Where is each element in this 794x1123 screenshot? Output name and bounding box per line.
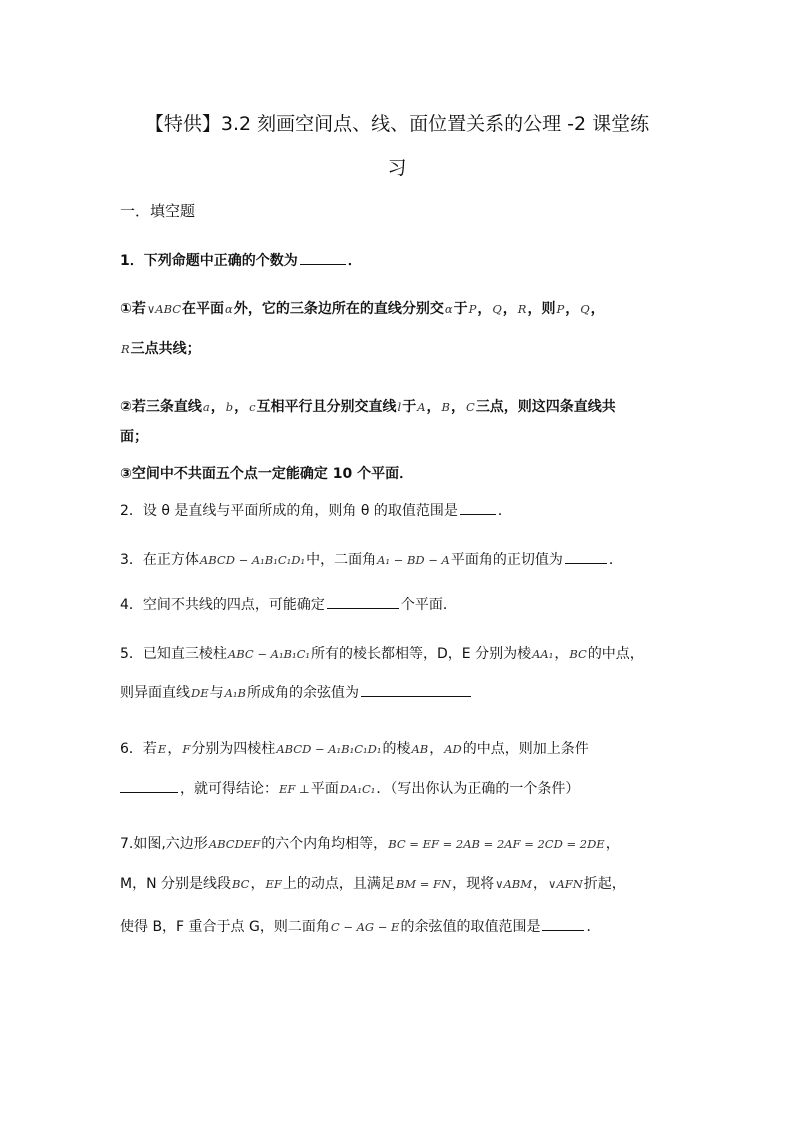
answer-blank-6 bbox=[120, 791, 178, 793]
answer-blank-5 bbox=[361, 695, 471, 697]
answer-blank-1 bbox=[300, 263, 346, 265]
question-5-cont: 则异面直线DE与A₁B所成角的余弦值为 bbox=[120, 682, 473, 702]
question-6: 6．若E，F分别为四棱柱ABCD − A₁B₁C₁D₁的棱AB，AD的中点，则加上条件 bbox=[120, 741, 589, 757]
math-triangle-abc: ∨ABC bbox=[146, 302, 182, 316]
document-title bbox=[100, 102, 694, 190]
question-1-stem: 1．下列命题中正确的个数为 ． bbox=[120, 253, 362, 269]
answer-blank-3 bbox=[565, 562, 607, 564]
question-2: 2．设 θ 是直线与平面所成的角，则角 θ 的取值范围是 ． bbox=[120, 503, 512, 519]
question-4: 4．空间不共线的四点，可能确定 个平面． bbox=[120, 597, 457, 613]
section-heading: 一．填空题 bbox=[120, 202, 196, 220]
title-line-2: 习 bbox=[387, 157, 407, 179]
question-1-item-3: ③空间中不共面五个点一定能确定 10 个平面． bbox=[120, 466, 414, 482]
question-7-cont-2: 使得 B，F 重合于点 G，则二面角C − AG − E的余弦值的取值范围是 ． bbox=[120, 919, 601, 935]
question-6-cont: ，就可得结论：EF ⊥平面DA₁C₁．（写出你认为正确的一个条件） bbox=[120, 778, 579, 798]
title-line-1: 【特供】3.2 刻画空间点、线、面位置关系的公理 -2 课堂练 bbox=[144, 113, 650, 135]
question-1-item-1-cont: R三点共线； bbox=[121, 341, 201, 357]
answer-blank-4 bbox=[327, 607, 399, 609]
question-3: 3．在正方体ABCD − A₁B₁C₁D₁中，二面角A₁ − BD − A平面角的正切值为 ． bbox=[120, 552, 623, 568]
question-5: 5．已知直三棱柱ABC − A₁B₁C₁所有的棱长都相等，D，E 分别为棱AA₁，BC的中点， bbox=[120, 646, 644, 662]
question-1-item-2-cont: 面； bbox=[120, 429, 148, 445]
answer-blank-2 bbox=[460, 513, 496, 515]
answer-blank-7 bbox=[542, 929, 584, 931]
question-1-item-2: ②若三条直线a，b，c互相平行且分别交直线l于A，B，C三点，则这四条直线共 bbox=[120, 399, 616, 415]
question-7: 7.如图,六边形ABCDEF的六个内角均相等，BC = EF = 2AB = 2AF = 2CD = 2DE， bbox=[120, 836, 620, 852]
question-1-item-1: ①若∨ABC在平面α外，它的三条边所在的直线分别交α于P，Q，R，则P，Q， bbox=[120, 301, 605, 317]
question-7-cont-1: M，N 分别是线段BC，EF上的动点，且满足BM = FN，现将∨ABM，∨AFN折起， bbox=[120, 876, 626, 892]
